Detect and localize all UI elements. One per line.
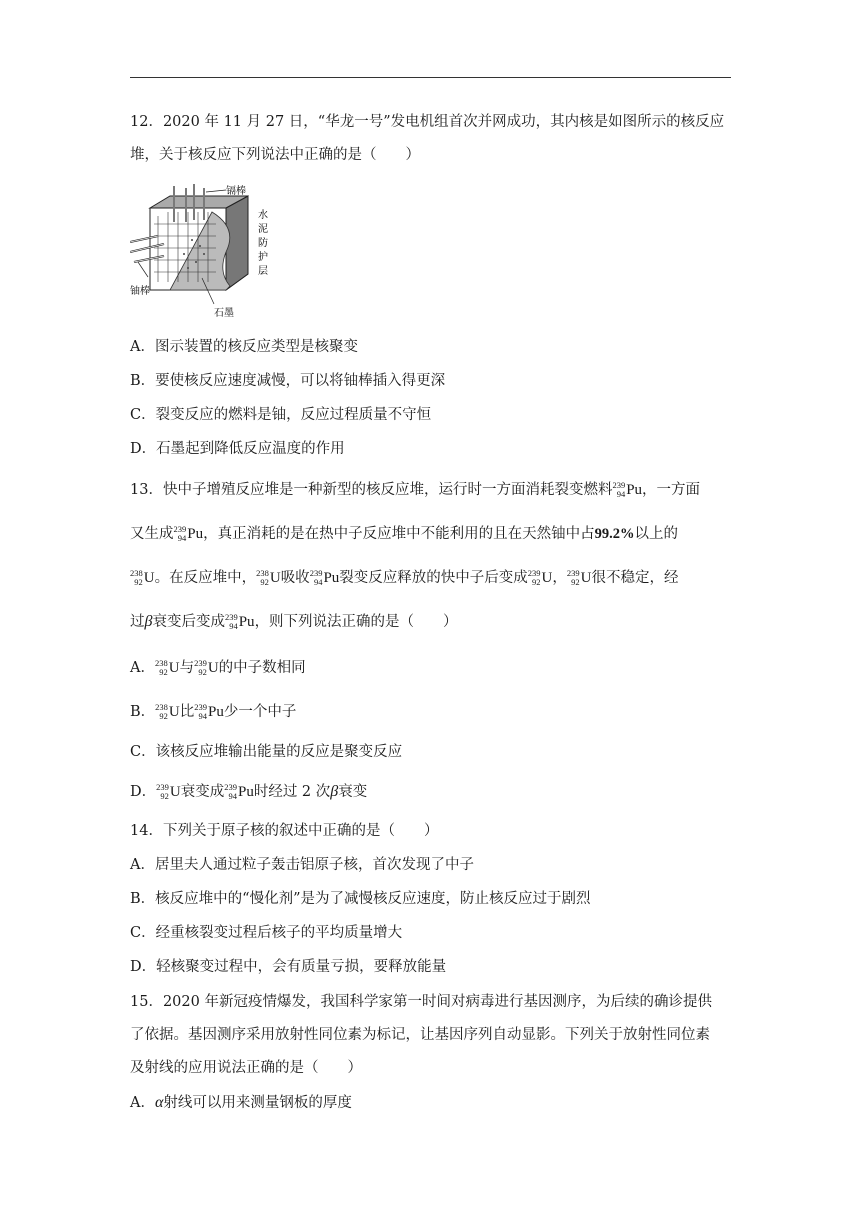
nuclide-u239: 239 92 U bbox=[156, 781, 181, 801]
q14-option-c: C．经重核裂变过程后核子的平均质量增大 bbox=[130, 925, 403, 941]
q13-option-a: A． 238 92 U与 239 92 U的中子数相同 bbox=[130, 657, 306, 677]
nuclide-pu239: 239 94 Pu bbox=[612, 479, 643, 499]
beta-symbol: β bbox=[144, 613, 153, 630]
q12-stem-line1: 12．2020 年 11 月 27 日，“华龙一号”发电机组首次并网成功，其内核是如图所示的核反应 bbox=[130, 114, 725, 130]
nuclide-u238: 238 92 U bbox=[130, 567, 155, 587]
label-wall-1: 水 bbox=[258, 210, 268, 221]
q15-stem-line3: 及射线的应用说法正确的是（ ） bbox=[130, 1060, 362, 1076]
q12-option-d: D．石墨起到降低反应温度的作用 bbox=[130, 441, 345, 457]
alpha-symbol: α bbox=[154, 1094, 164, 1111]
q13-stem-line1: 13．快中子增殖反应堆是一种新型的核反应堆，运行时一方面消耗裂变燃料 239 94 Pu，一方面 bbox=[130, 479, 701, 499]
beta-symbol: β bbox=[330, 783, 339, 800]
q12-option-b: B．要使核反应速度减慢，可以将铀棒插入得更深 bbox=[130, 373, 446, 389]
nuclide-pu239: 239 94 Pu bbox=[194, 701, 224, 721]
header-rule bbox=[130, 77, 731, 78]
q12-stem-line2: 堆，关于核反应下列说法中正确的是（ ） bbox=[130, 147, 420, 163]
nuclide-u238: 238 92 U bbox=[155, 701, 180, 721]
q13-option-c: C．该核反应堆输出能量的反应是聚变反应 bbox=[130, 744, 403, 760]
q14-option-b: B．核反应堆中的“慢化剂”是为了减慢核反应速度，防止核反应过于剧烈 bbox=[130, 891, 591, 907]
q13-option-d: D． 239 92 U衰变成 239 94 Pu时经过 2 次β衰变 bbox=[130, 781, 368, 801]
q13-stem-line3: 238 92 U。在反应堆中， 238 92 U吸收 239 94 Pu裂变反应释放的快中子后变成 239 92 U， 239 92 U很不稳定，经 bbox=[130, 567, 679, 587]
label-wall-2: 泥 bbox=[258, 224, 268, 235]
q14-option-d: D．轻核聚变过程中，会有质量亏损，要释放能量 bbox=[130, 959, 447, 975]
label-wall-5: 层 bbox=[258, 266, 268, 277]
nuclide-u238: 238 92 U bbox=[154, 657, 180, 677]
label-cd-rod: 镉棒 bbox=[226, 186, 246, 197]
nuclide-pu239: 239 94 Pu bbox=[309, 567, 340, 587]
nuclide-u239: 239 92 U bbox=[566, 567, 592, 587]
q15-option-a: A．α射线可以用来测量钢板的厚度 bbox=[130, 1094, 352, 1111]
nuclide-u238: 238 92 U bbox=[256, 567, 281, 587]
nuclide-pu239: 239 94 Pu bbox=[224, 611, 255, 631]
label-wall-4: 护 bbox=[258, 252, 268, 263]
q14-stem: 14．下列关于原子核的叙述中正确的是（ ） bbox=[130, 823, 439, 839]
nuclide-u239: 239 92 U bbox=[194, 657, 219, 677]
nuclide-u239: 239 92 U bbox=[527, 567, 553, 587]
q15-stem-line2: 了依据。基因测序采用放射性同位素为标记，让基因序列自动显影。下列关于放射性同位素 bbox=[130, 1027, 710, 1043]
q13-stem-line4: 过β衰变后变成 239 94 Pu，则下列说法正确的是（ ） bbox=[130, 611, 458, 631]
label-uranium-rod: 铀棒 bbox=[130, 286, 150, 297]
q13-option-b: B． 238 92 U比 239 94 Pu少一个中子 bbox=[130, 701, 297, 721]
nuclide-pu239: 239 94 Pu bbox=[224, 781, 254, 801]
label-wall-3: 防 bbox=[258, 238, 268, 249]
q12-option-c: C．裂变反应的燃料是铀，反应过程质量不守恒 bbox=[130, 407, 432, 423]
label-graphite: 石墨 bbox=[214, 308, 234, 318]
nuclide-pu239: 239 94 Pu bbox=[173, 523, 204, 543]
q13-stem-line2: 又生成 239 94 Pu，真正消耗的是在热中子反应堆中不能利用的且在天然铀中占99.2%以上的 bbox=[130, 523, 678, 543]
q14-option-a: A．居里夫人通过粒子轰击铝原子核，首次发现了中子 bbox=[130, 857, 474, 873]
q15-stem-line1: 15．2020 年新冠疫情爆发，我国科学家第一时间对病毒进行基因测序，为后续的确诊提供 bbox=[130, 994, 712, 1010]
reactor-figure bbox=[130, 182, 272, 318]
q12-option-a: A．图示装置的核反应类型是核聚变 bbox=[130, 339, 358, 355]
